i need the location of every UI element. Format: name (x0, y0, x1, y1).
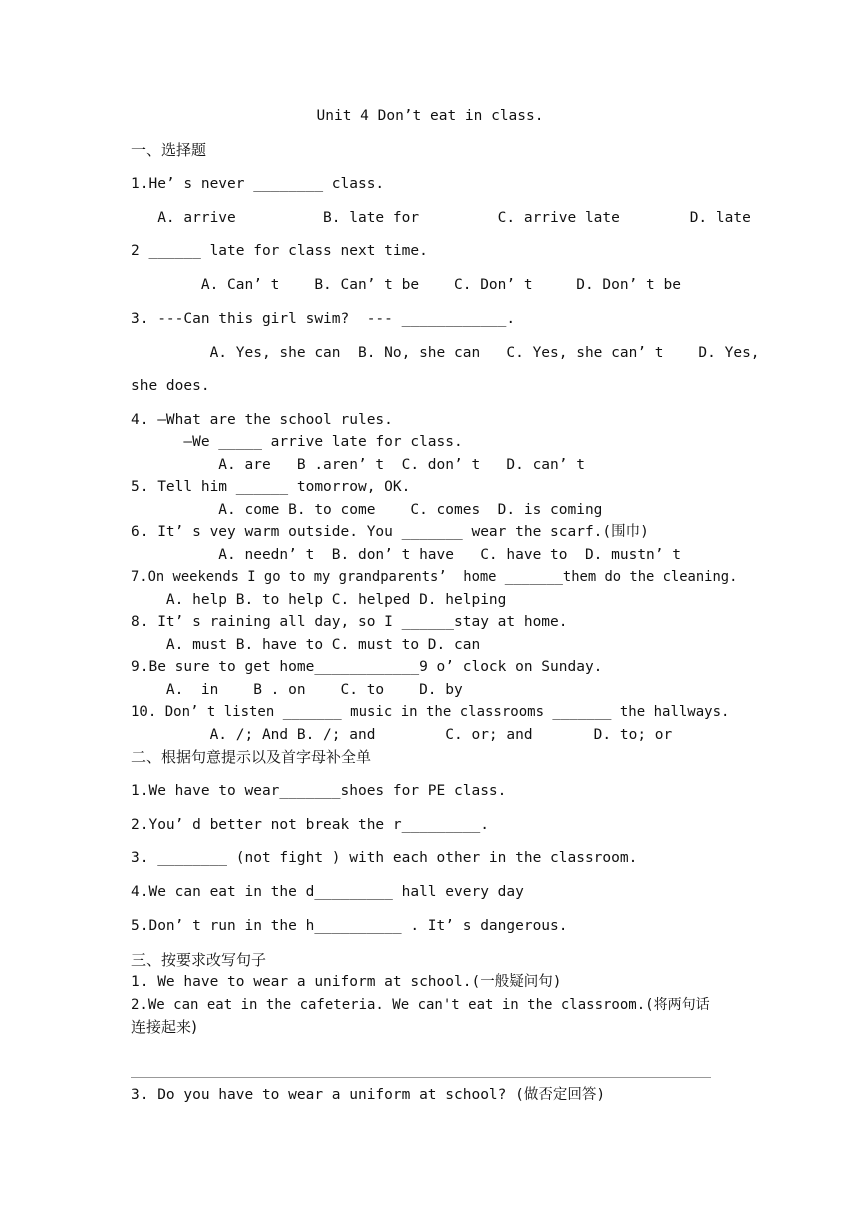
section-3-heading: 三、按要求改写句子 (131, 951, 267, 969)
question-line: 6. It’ s vey warm outside. You _______ wear the scarf.(围巾) (131, 524, 649, 540)
question-line: 5. Tell him ______ tomorrow, OK. (131, 479, 411, 495)
rewrite-line: 3. Do you have to wear a uniform at school? (做否定回答) (131, 1087, 606, 1103)
fill-blank-line: 5.Don’ t run in the h__________ . It’ s dangerous. (131, 918, 568, 934)
rewrite-line: 连接起来) (131, 1018, 197, 1036)
question-line: 1.He’ s never ________ class. (131, 176, 385, 192)
rewrite-line: 1. We have to wear a uniform at school.(一般疑问句) (131, 974, 562, 990)
rewrite-line: 2.We can eat in the cafeteria. We can't eat in the classroom.(将两句话 (131, 997, 710, 1013)
question-line: 3. ---Can this girl swim? --- ____________. (131, 311, 516, 327)
options-line: A. in B . on C. to D. by (131, 682, 463, 698)
page-title: Unit 4 Don’t eat in class. (316, 108, 544, 124)
options-line: A. are B .aren’ t C. don’ t D. can’ t (131, 457, 585, 473)
question-line: 2 ______ late for class next time. (131, 243, 428, 259)
answer-rule (131, 1077, 711, 1078)
options-line: A. Can’ t B. Can’ t be C. Don’ t D. Don’ t be (131, 277, 681, 293)
question-line: 4. —What are the school rules. (131, 412, 393, 428)
question-line: 7.On weekends I go to my grandparents’ home _______them do the cleaning. (131, 569, 738, 585)
fill-blank-line: 2.You’ d better not break the r_________. (131, 817, 489, 833)
options-line: A. arrive B. late for C. arrive late D. late (131, 210, 751, 226)
options-line: A. must B. have to C. must to D. can (131, 637, 481, 653)
fill-blank-line: 4.We can eat in the d_________ hall every day (131, 884, 524, 900)
options-line: A. help B. to help C. helped D. helping (131, 592, 507, 608)
question-line: 8. It’ s raining all day, so I ______stay at home. (131, 614, 568, 630)
section-2-heading: 二、根据句意提示以及首字母补全单 (131, 748, 372, 766)
question-line: 9.Be sure to get home____________9 o’ clock on Sunday. (131, 659, 603, 675)
question-line: 10. Don’ t listen _______ music in the classrooms _______ the hallways. (131, 704, 730, 720)
options-line: A. Yes, she can B. No, she can C. Yes, she can’ t D. Yes, (131, 345, 760, 361)
section-1-heading: 一、选择题 (131, 141, 207, 159)
options-line: A. come B. to come C. comes D. is coming (131, 502, 603, 518)
fill-blank-line: 1.We have to wear_______shoes for PE class. (131, 783, 507, 799)
options-line: A. /; And B. /; and C. or; and D. to; or (131, 727, 673, 743)
question-line: —We _____ arrive late for class. (131, 434, 463, 450)
options-line: A. needn’ t B. don’ t have C. have to D. mustn’ t (131, 547, 681, 563)
options-line: she does. (131, 378, 210, 394)
fill-blank-line: 3. ________ (not fight ) with each other in the classroom. (131, 850, 638, 866)
